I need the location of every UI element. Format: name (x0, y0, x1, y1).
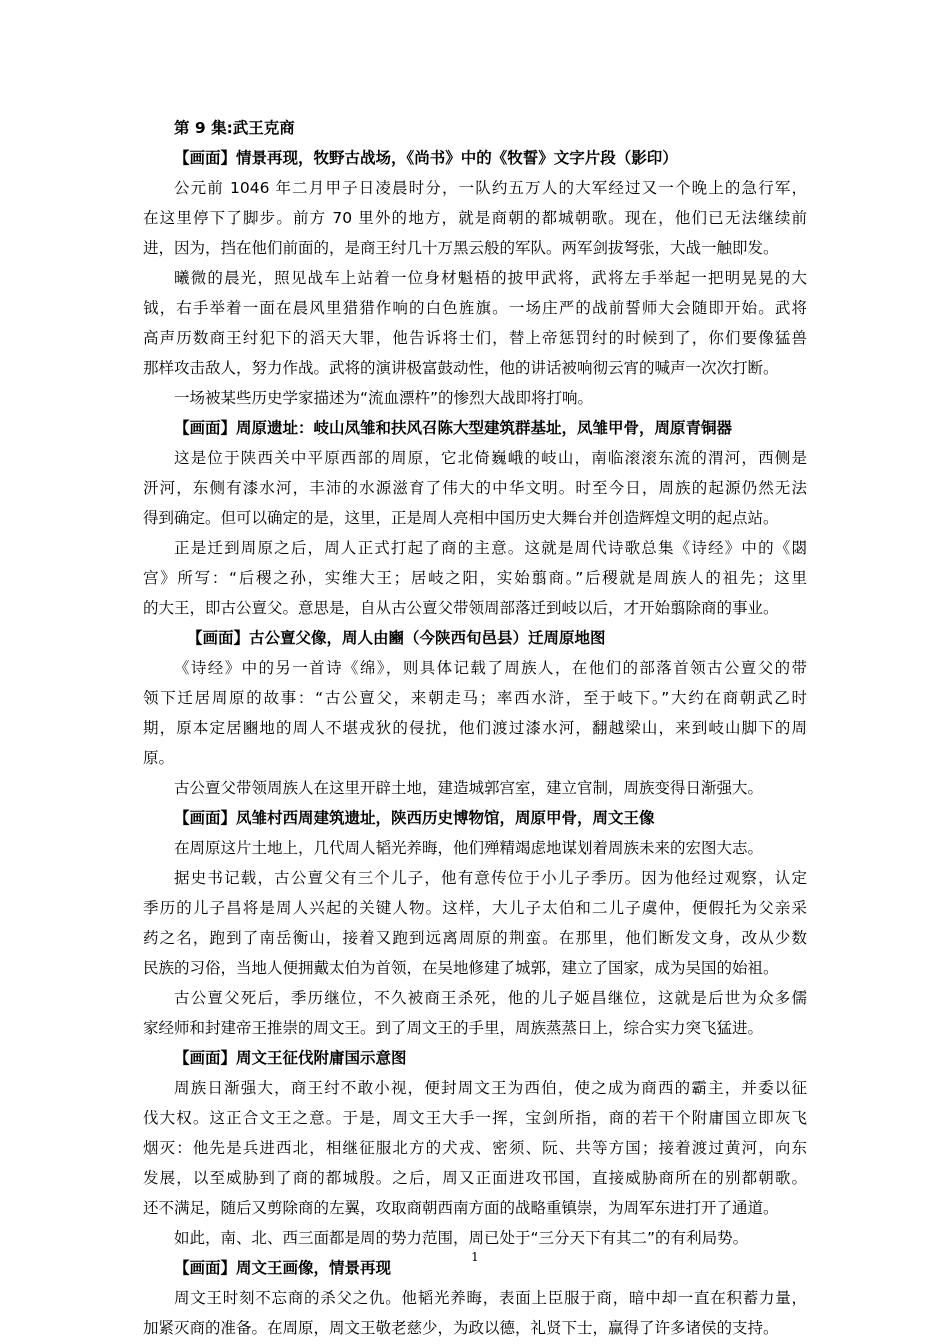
paragraph-line: 汧河，东侧有漆水河，丰沛的水源滋育了伟大的中华文明。时至今日，周族的起源仍然无法 (143, 479, 807, 497)
paragraph-line: 药之名，跑到了南岳衡山，接着又跑到远离周原的荆蛮。在那里，他们断发文身，改从少数 (143, 929, 807, 947)
scene-heading: 【画面】古公亶父像，周人由豳（今陕西旬邑县）迁周原地图 (187, 629, 606, 647)
paragraph-line: 的大王，即古公亶父。意思是，自从古公亶父带领周部落迁到岐以后，才开始翦除商的事业。 (143, 599, 779, 617)
document-body (143, 143, 807, 1343)
paragraph-line: 据史书记载，古公亶父有三个儿子，他有意传位于小儿子季历。因为他经过观察，认定 (174, 869, 807, 887)
paragraph-line: 这是位于陕西关中平原西部的周原，它北倚巍峨的岐山，南临滚滚东流的渭河，西侧是 (174, 449, 807, 467)
paragraph-line: 《诗经》中的另一首诗《绵》，则具体记载了周族人，在他们的部落首领古公亶父的带 (174, 659, 807, 677)
paragraph-line: 伐大权。这正合文王之意。于是，周文王大手一挥，宝剑所指，商的若干个附庸国立即灰飞 (143, 1109, 807, 1127)
paragraph-line: 民族的习俗，当地人便拥戴太伯为首领，在吴地修建了城郭，建立了国家，成为吴国的始祖。 (143, 959, 779, 977)
paragraph-line: 古公亶父带领周族人在这里开辟土地，建造城郭宫室，建立官制，周族变得日渐强大。 (174, 779, 764, 797)
paragraph-line: 高声历数商王纣犯下的滔天大罪，他告诉将士们，替上帝惩罚纣的时候到了，你们要像猛兽 (143, 329, 807, 347)
paragraph-line: 还不满足，随后又剪除商的左翼，攻取商朝西南方面的战略重镇崇，为周军东进打开了通道。 (143, 1199, 779, 1217)
paragraph-line: 期，原本定居豳地的周人不堪戎狄的侵扰，他们渡过漆水河，翻越梁山，来到岐山脚下的周 (143, 719, 807, 737)
paragraph-line: 原。 (143, 749, 175, 767)
paragraph-line: 周族日渐强大，商王纣不敢小视，便封周文王为西伯，使之成为商西的霸主，并委以征 (174, 1079, 807, 1097)
paragraph-line: 那样攻击敌人，努力作战。武将的演讲极富鼓动性，他的讲话被响彻云宵的喊声一次次打断。 (143, 359, 779, 377)
paragraph-line: 得到确定。但可以确定的是，这里，正是周人亮相中国历史大舞台并创造辉煌文明的起点站。 (143, 509, 779, 527)
scene-heading: 【画面】周文王画像，情景再现 (174, 1259, 392, 1277)
paragraph-line: 一场被某些历史学家描述为“流血漂杵”的惨烈大战即将打响。 (174, 389, 594, 407)
paragraph-line: 公元前 1046 年二月甲子日凌晨时分，一队约五万人的大军经过又一个晚上的急行军， (174, 179, 807, 197)
paragraph-line: 钺，右手举着一面在晨风里猎猎作响的白色旌旗。一场庄严的战前誓师大会随即开始。武将 (143, 299, 807, 317)
episode-title: 第 9 集:武王克商 (174, 119, 295, 137)
paragraph-line: 正是迁到周原之后，周人正式打起了商的主意。这就是周代诗歌总集《诗经》中的《閟 (174, 539, 807, 557)
paragraph-line: 季历的儿子昌将是周人兴起的关键人物。这样，大儿子太伯和二儿子虞仲，便假托为父亲采 (143, 899, 807, 917)
scene-heading: 【画面】周原遗址：岐山凤雏和扶风召陈大型建筑群基址，凤雏甲骨，周原青铜器 (174, 419, 733, 437)
paragraph-line: 周文王时刻不忘商的杀父之仇。他韬光养晦，表面上臣服于商，暗中却一直在积蓄力量， (174, 1289, 807, 1307)
document-page (143, 113, 807, 1343)
paragraph-line: 家经师和封建帝王推崇的周文王。到了周文王的手里，周族蒸蒸日上，综合实力突飞猛进。 (143, 1019, 764, 1037)
paragraph-line: 如此，南、北、西三面都是周的势力范围，周已处于“三分天下有其二”的有利局势。 (174, 1229, 749, 1247)
paragraph-line: 古公亶父死后，季历继位，不久被商王杀死，他的儿子姬昌继位，这就是后世为众多儒 (174, 989, 807, 1007)
scene-heading: 【画面】情景再现，牧野古战场，《尚书》中的《牧誓》文字片段（影印） (174, 149, 678, 167)
paragraph-line: 在这里停下了脚步。前方 70 里外的地方，就是商朝的都城朝歌。现在，他们已无法继续前 (143, 209, 807, 227)
scene-heading: 【画面】周文王征伐附庸国示意图 (174, 1049, 407, 1067)
paragraph-line: 在周原这片土地上，几代周人韬光养晦，他们殚精竭虑地谋划着周族未来的宏图大志。 (174, 839, 764, 857)
paragraph-line: 曦微的晨光，照见战车上站着一位身材魁梧的披甲武将，武将左手举起一把明晃晃的大 (174, 269, 807, 287)
paragraph-line: 发展，以至威胁到了商的都城殷。之后，周又正面进攻邗国，直接威胁商所在的别都朝歌。 (143, 1169, 807, 1187)
paragraph-line: 烟灭：他先是兵进西北，相继征服北方的犬戎、密须、阮、共等方国；接着渡过黄河，向东 (143, 1139, 807, 1157)
paragraph-line: 进，因为，挡在他们前面的，是商王纣几十万黑云般的军队。两军剑拔弩张，大战一触即发。 (143, 239, 779, 257)
paragraph-line: 加紧灭商的准备。在周原，周文王敬老慈少，为政以德，礼贤下士，赢得了许多诸侯的支持。 (143, 1319, 779, 1337)
paragraph-line: 领下迁居周原的故事：“古公亶父，来朝走马；率西水浒，至于岐下。”大约在商朝武乙时 (143, 689, 807, 707)
scene-heading: 【画面】凤雏村西周建筑遗址，陕西历史博物馆，周原甲骨，周文王像 (174, 809, 655, 827)
paragraph-line: 宫》所写：“后稷之孙，实维大王；居岐之阳，实始翦商。”后稷就是周族人的祖先；这里 (143, 569, 807, 587)
page-number: 1 (471, 1250, 479, 1264)
